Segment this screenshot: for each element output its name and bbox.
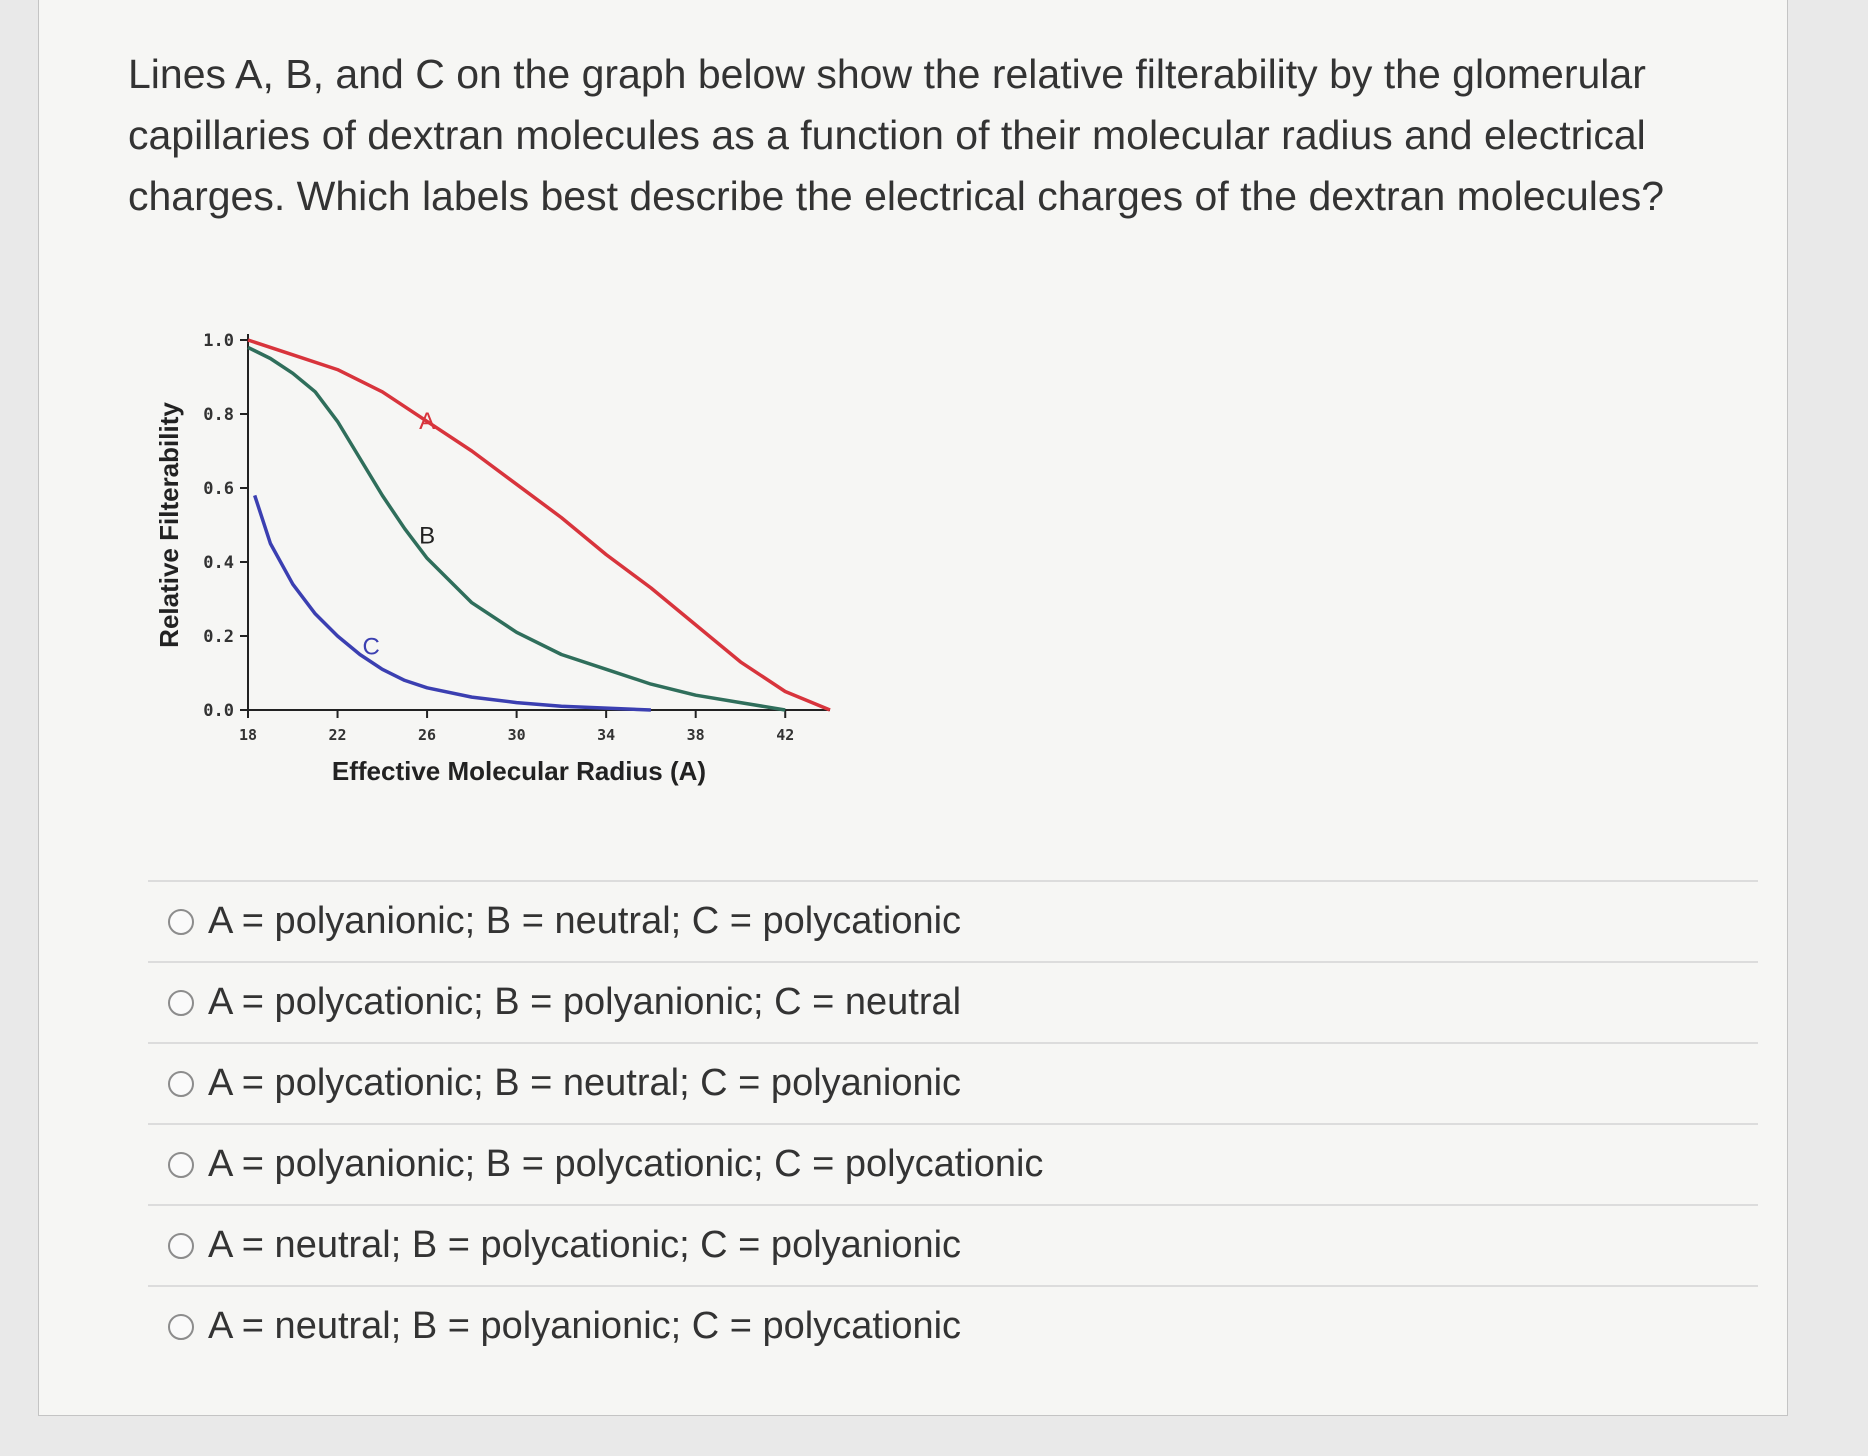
answer-option-label: A = polyanionic; B = neutral; C = polycationic [208, 900, 962, 942]
x-tick-label: 22 [328, 726, 347, 744]
answer-option-5[interactable] [148, 1204, 1758, 1285]
x-tick-label: 30 [507, 726, 526, 744]
x-axis-label: Effective Molecular Radius (A) [331, 756, 707, 786]
y-tick-label: 0.0 [203, 701, 234, 721]
series-line-c [255, 495, 651, 710]
radio-button-1[interactable] [168, 909, 194, 935]
y-axis-label: Relative Filterability [154, 402, 184, 648]
x-tick-label: 18 [238, 726, 258, 744]
x-tick-label: 34 [597, 726, 616, 744]
answer-option-label: A = neutral; B = polyanionic; C = polycationic [208, 1305, 962, 1347]
radio-button-4[interactable] [168, 1152, 194, 1178]
y-tick-label: 0.4 [203, 553, 234, 573]
x-tick-label: 26 [418, 726, 437, 744]
answer-option-label: A = polyanionic; B = polycationic; C = polycationic [208, 1143, 1044, 1185]
answer-option-label: A = neutral; B = polycationic; C = polyanionic [208, 1224, 962, 1266]
series-label-a: A [419, 407, 436, 435]
x-tick-label: 38 [686, 726, 705, 744]
series-label-c: C [362, 633, 380, 661]
filterability-chart [130, 310, 870, 810]
answer-options [148, 880, 1758, 1366]
radio-button-5[interactable] [168, 1233, 194, 1259]
y-tick-label: 0.6 [203, 479, 234, 499]
answer-option-label: A = polycationic; B = polyanionic; C = neutral [208, 981, 962, 1023]
y-tick-label: 0.2 [203, 627, 234, 647]
radio-button-3[interactable] [168, 1071, 194, 1097]
answer-option-1[interactable] [148, 880, 1758, 961]
series-line-b [248, 347, 785, 710]
y-tick-label: 0.8 [203, 405, 234, 425]
answer-option-2[interactable] [148, 961, 1758, 1042]
answer-option-6[interactable] [148, 1285, 1758, 1366]
series-line-a [248, 340, 830, 710]
series-label-b: B [419, 522, 436, 550]
x-tick-label: 42 [776, 726, 795, 744]
chart-svg [130, 310, 870, 810]
y-tick-label: 1.0 [203, 331, 234, 351]
answer-option-label: A = polycationic; B = neutral; C = polyanionic [208, 1062, 962, 1104]
answer-option-3[interactable] [148, 1042, 1758, 1123]
question-text: Lines A, B, and C on the graph below show the relative filterability by the glomerular capillaries of dextran molecules as a function of their molecular radius and electrical charges. Which labels best describe the electrical charges of the dextran molecules? [128, 51, 1665, 219]
radio-button-2[interactable] [168, 990, 194, 1016]
answer-option-4[interactable] [148, 1123, 1758, 1204]
radio-button-6[interactable] [168, 1314, 194, 1340]
